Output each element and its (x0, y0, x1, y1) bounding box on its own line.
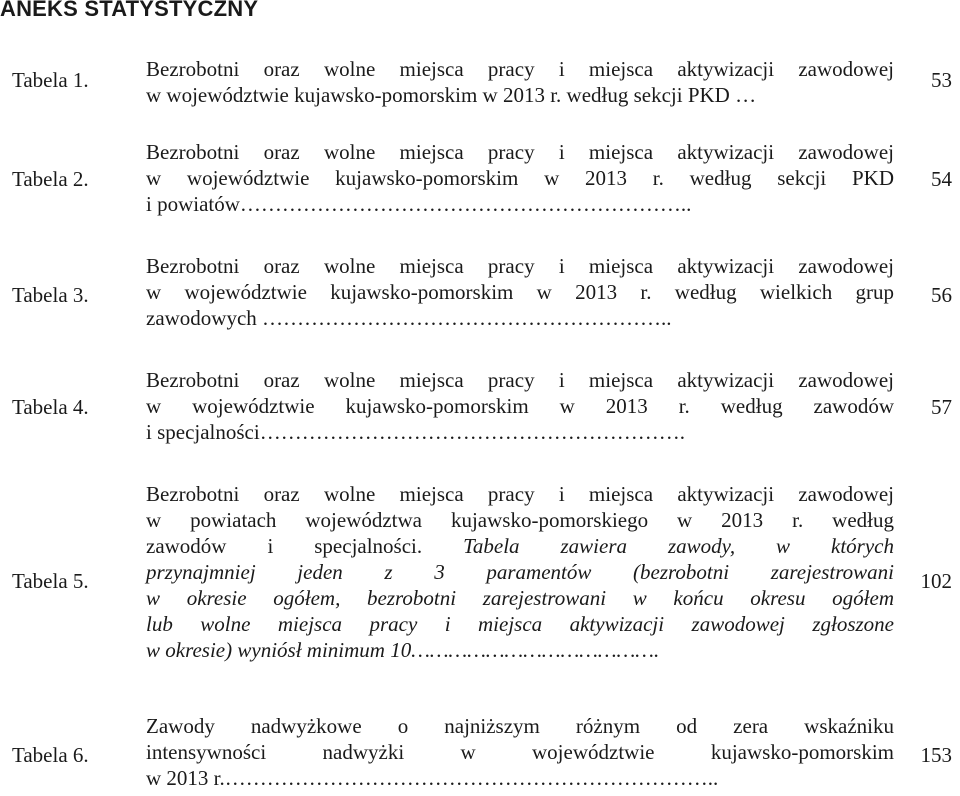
table-description (146, 56, 894, 108)
description-line: zawodowych ………………………………………………….. (146, 306, 672, 330)
table-description (146, 253, 894, 331)
description-line: Bezrobotni oraz wolne miejsca pracy i miejsca aktywizacji zawodowej (146, 482, 894, 506)
description-line: w powiatach województwa kujawsko-pomorskiego w 2013 r. według (146, 508, 894, 532)
page-number: 153 (920, 743, 952, 767)
table-label: Tabela 4. (12, 395, 89, 419)
description-line: przynajmniej jeden z 3 paramentów (bezrobotni zarejestrowani (146, 560, 894, 584)
table-description (146, 367, 894, 445)
description-line: w województwie kujawsko-pomorskim w 2013 r. według sekcji PKD (146, 166, 894, 190)
description-line: intensywności nadwyżki w województwie kujawsko-pomorskim (146, 740, 894, 764)
description-line: i specjalności……………………………………………………. (146, 420, 685, 444)
description-line: Bezrobotni oraz wolne miejsca pracy i miejsca aktywizacji zawodowej (146, 57, 894, 81)
description-line: w województwie kujawsko-pomorskim w 2013 r. według sekcji PKD … (146, 83, 757, 107)
page-number: 57 (931, 395, 952, 419)
page-number: 102 (920, 569, 952, 593)
description-line: Bezrobotni oraz wolne miejsca pracy i miejsca aktywizacji zawodowej (146, 254, 894, 278)
description-line: Bezrobotni oraz wolne miejsca pracy i miejsca aktywizacji zawodowej (146, 368, 894, 392)
table-label: Tabela 3. (12, 283, 89, 307)
description-line: w województwie kujawsko-pomorskim w 2013 r. według wielkich grup (146, 280, 894, 304)
page-number: 54 (931, 167, 952, 191)
page-number: 56 (931, 283, 952, 307)
description-text: zawodów i specjalności. (146, 534, 423, 558)
table-description (146, 139, 894, 217)
table-description (146, 481, 894, 663)
description-line (146, 533, 894, 559)
table-label: Tabela 1. (12, 68, 89, 92)
table-description (146, 713, 894, 791)
description-line: Bezrobotni oraz wolne miejsca pracy i miejsca aktywizacji zawodowej (146, 140, 894, 164)
appendix-heading: ANEKS STATYSTYCZNY (0, 0, 259, 21)
description-line: w województwie kujawsko-pomorskim w 2013 r. według zawodów (146, 394, 894, 418)
description-line: Zawody nadwyżkowe o najniższym różnym od zera wskaźniku (146, 714, 894, 738)
description-line: w 2013 r.…………………………………………………………….. (146, 766, 719, 790)
description-line: i powiatów……………………………………………………….. (146, 192, 692, 216)
description-line: w okresie) wyniósł minimum 10…………………………………. (146, 638, 660, 662)
table-label: Tabela 2. (12, 167, 89, 191)
table-label: Tabela 5. (12, 569, 89, 593)
description-note: Tabela zawiera zawody, w których (463, 534, 894, 558)
description-line: w okresie ogółem, bezrobotni zarejestrowani w końcu okresu ogółem (146, 586, 894, 610)
description-line: lub wolne miejsca pracy i miejsca aktywizacji zawodowej zgłoszone (146, 612, 894, 636)
page-number: 53 (931, 68, 952, 92)
table-label: Tabela 6. (12, 743, 89, 767)
